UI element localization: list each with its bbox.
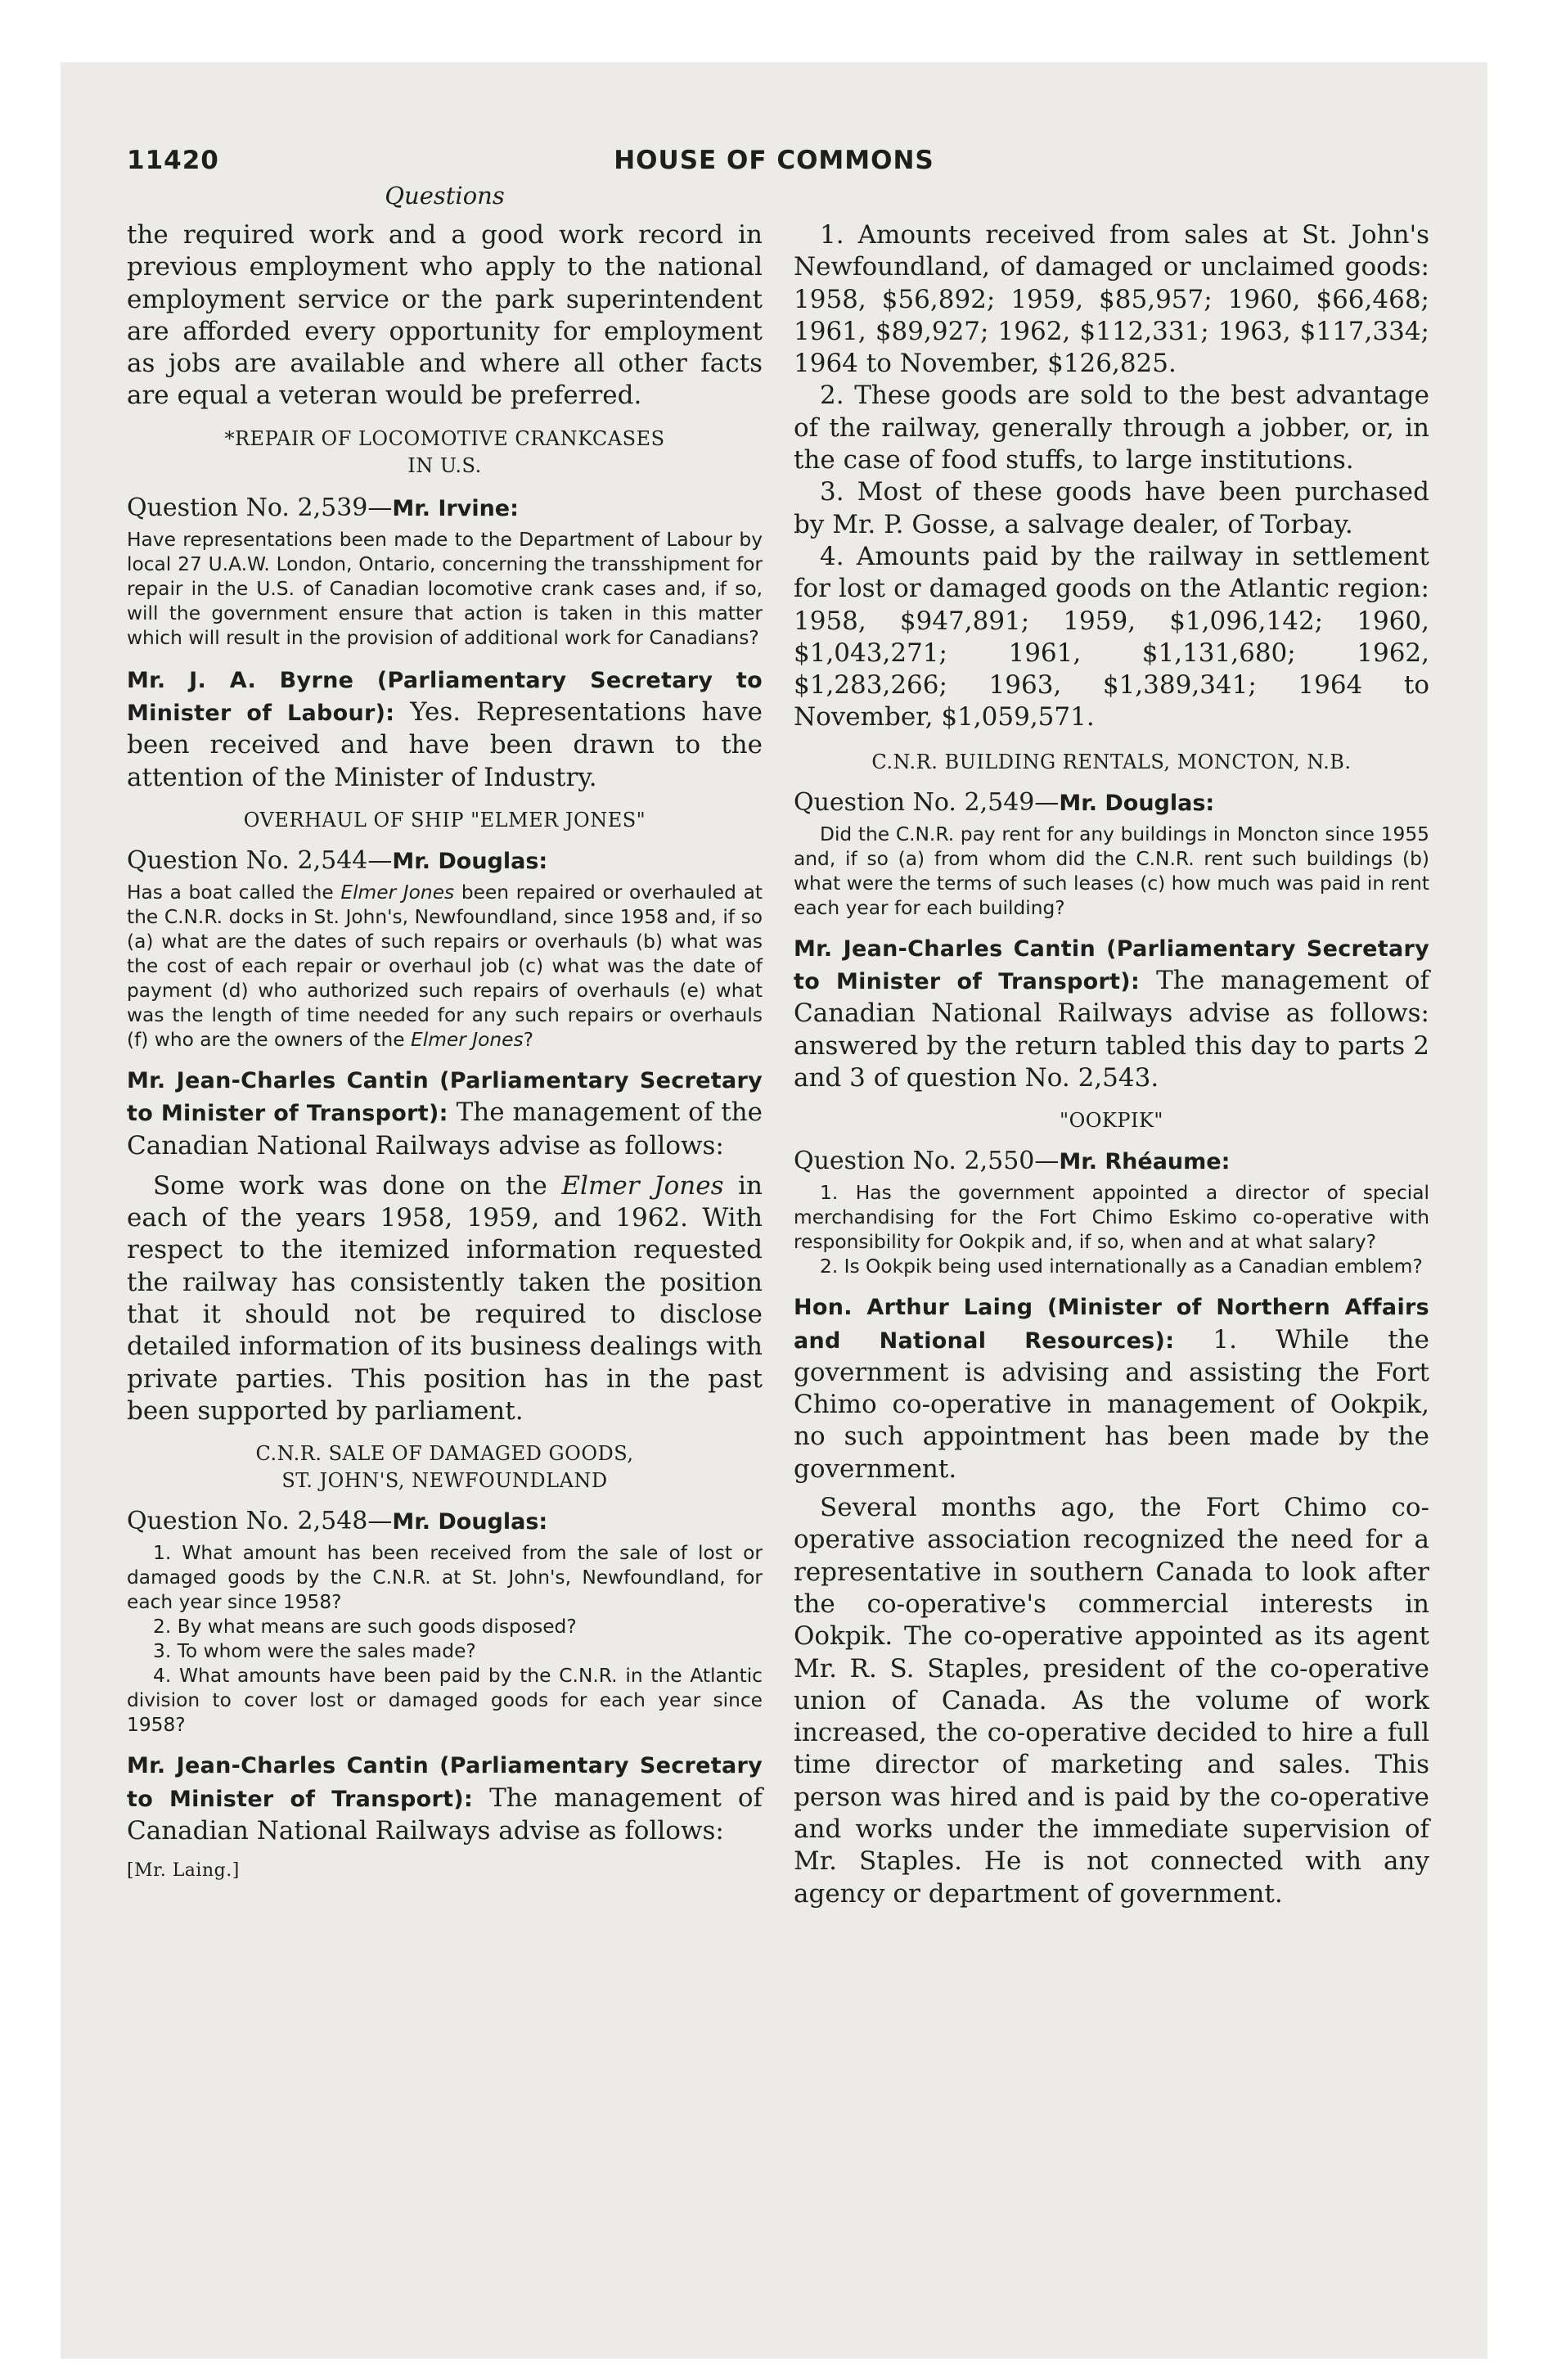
answer-text: Yes. Representations have been received and have been drawn to the attention of the Minister of Industry. (127, 697, 763, 792)
ship-name: Elmer Jones (561, 1170, 724, 1201)
question-2544-text (127, 881, 763, 1053)
text-run: Some work was done on the (153, 1170, 562, 1201)
question-2548-item1: 1. What amount has been received from the sale of lost or damaged goods by the C.N.R. at St. John's, Newfoundland, for each year since 1958? (127, 1542, 763, 1614)
question-2550-item1: 1. Has the government appointed a director of special merchandising for the Fort Chimo Eskimo co-operative with responsibility for Ookpik and, if so, when and at what salary? (794, 1182, 1429, 1254)
heading-overhaul: OVERHAUL OF SHIP "ELMER JONES" (243, 808, 646, 832)
question-2544-line (127, 845, 763, 877)
ship-name: Elmer Jones (340, 881, 455, 904)
running-title: HOUSE OF COMMONS (614, 146, 934, 175)
left-column (127, 219, 763, 1883)
question-2548-item2: 2. By what means are such goods disposed? (153, 1616, 577, 1639)
question-2548-line (127, 1506, 763, 1538)
heading-crankcases-line2: IN U.S. (407, 453, 482, 477)
heading-rentals: C.N.R. BUILDING RENTALS, MONCTON, N.B. (871, 750, 1352, 773)
question-asker: Mr. Douglas: (392, 848, 548, 874)
answer-speaker: Mr. Jean-Charles Cantin (Parliamentary Secretary to Minister of Transport): (127, 1753, 763, 1812)
text-run: ? (523, 1028, 533, 1051)
question-2548-item4: 4. What amounts have been paid by the C.N.R. in the Atlantic division to cover lost or damaged goods for each year since 1958? (127, 1665, 763, 1737)
question-number: Question No. 2,548— (127, 1507, 393, 1536)
question-2539-line (127, 493, 763, 525)
question-2550-line (794, 1146, 1429, 1178)
answer-2539 (127, 664, 763, 794)
answer-2550 (794, 1291, 1429, 1485)
answer-speaker: Hon. Arthur Laing (Minister of Northern Affairs and National Resources): (794, 1295, 1429, 1354)
text-run: Has a boat called the (127, 881, 341, 904)
heading-crankcases-line1: *REPAIR OF LOCOMOTIVE CRANKCASES (224, 426, 665, 450)
page-number: 11420 (127, 146, 219, 175)
question-2539-text: Have representations been made to the Department of Labour by local 27 U.A.W. London, Ontario, concerning the transshipment for repair in the U.S. of Canadian locomotive crank cases and, if so, will the government ensure that action is taken in this matter which will result in the provision of additional work for Canadians? (127, 528, 763, 649)
answer-2550-paragraph2: Several months ago, the Fort Chimo co-operative association recognized the need for a representative in southern Canada to look after the co-operative's commercial interests in Ookpik. The co-operative appointed as its agent Mr. R. S. Staples, president of the co-operative union of Canada. As the volume of work increased, the co-operative decided to hire a full time director of marketing and sales. This person was hired and is paid by the co-operative and works under the immediate supervision of Mr. Staples. He is not connected with any agency or department of government. (794, 1493, 1429, 1909)
question-2549-line (794, 787, 1429, 819)
text-run: in each of the years 1958, 1959, and 1962. With respect to the itemized information requested the railway has consistently taken the position that it should not be required to disclose detailed information of its business dealings with private parties. This position has in the past been supported by parliament. (127, 1170, 763, 1426)
answer-text: The management of Canadian National Railways advise as follows: answered by the return tabled this day to parts 2 and 3 of question No. 2,543. (794, 966, 1429, 1093)
opening-paragraph: the required work and a good work record in previous employment who apply to the national employment service or the park superintendent are afforded every opportunity for employment as jobs are available and where all other facts are equal a veteran would be preferred. (127, 220, 763, 411)
answer-text: The management of Canadian National Railways advise as follows: (127, 1783, 763, 1846)
answer-2549 (794, 932, 1429, 1094)
section-subtitle: Questions (385, 182, 505, 210)
question-asker: Mr. Douglas: (1059, 790, 1215, 816)
question-asker: Mr. Rhéaume: (1059, 1149, 1231, 1175)
text-run: been repaired or overhauled at the C.N.R. docks in St. John's, Newfoundland, since 1958 and, if so (a) what are the dates of such repairs or overhauls (b) what was the cost of each repair or overhaul job (c) what was the date of payment (d) who authorized such repairs of overhauls (e) what was the length of time needed for any such repairs or overhauls (f) who are the owners of the (127, 881, 763, 1051)
question-2548-item3: 3. To whom were the sales made? (153, 1640, 476, 1663)
question-number: Question No. 2,539— (127, 493, 393, 522)
answer-2548 (127, 1749, 763, 1847)
answer-speaker: Mr. Jean-Charles Cantin (Parliamentary Secretary to Minister of Transport): (794, 935, 1429, 995)
footer-speaker-note: [Mr. Laing.] (127, 1860, 240, 1882)
question-number: Question No. 2,550— (794, 1147, 1060, 1176)
ship-name: Elmer Jones (411, 1028, 524, 1051)
answer-2544-paragraph2 (127, 1170, 763, 1427)
answer-item3: 3. Most of these goods have been purchased by Mr. P. Gosse, a salvage dealer, of Torbay. (794, 477, 1429, 539)
question-number: Question No. 2,544— (127, 845, 393, 875)
heading-sale-line2: ST. JOHN'S, NEWFOUNDLAND (281, 1469, 608, 1493)
heading-ookpik: "OOKPIK" (1060, 1109, 1163, 1133)
answer-item2: 2. These goods are sold to the best advantage of the railway, generally through a jobber, or, in the case of food stuffs, to large institutions. (794, 381, 1429, 476)
question-asker: Mr. Irvine: (392, 495, 519, 521)
answer-text: The management of the Canadian National Railways advise as follows: (127, 1098, 763, 1161)
answer-item1: 1. Amounts received from sales at St. John's Newfoundland, of damaged or unclaimed goods: 1958, $56,892; 1959, $85,957; 1960, $66,468; 1961, $89,927; 1962, $112,331; 1963, $117,334; 1964 to November, $126,825. (794, 220, 1429, 379)
answer-item4: 4. Amounts paid by the railway in settlement for lost or damaged goods on the Atlantic region: 1958, $947,891; 1959, $1,096,142; 1960, $1,043,271; 1961, $1,131,680; 1962, $1,283,266; 1963, $1,389,341; 1964 to November, $1,059,571. (794, 541, 1429, 732)
answer-2544 (127, 1064, 763, 1162)
answer-speaker: Mr. J. A. Byrne (Parliamentary Secretary to Minister of Labour): (127, 667, 763, 727)
answer-speaker: Mr. Jean-Charles Cantin (Parliamentary Secretary to Minister of Transport): (127, 1067, 763, 1127)
question-number: Question No. 2,549— (794, 787, 1060, 817)
question-2549-text: Did the C.N.R. pay rent for any buildings in Moncton since 1955 and, if so (a) from whom did the C.N.R. rent such buildings (b) what were the terms of such leases (c) how much was paid in rent each year for each building? (794, 823, 1429, 919)
question-asker: Mr. Douglas: (392, 1509, 548, 1535)
right-column (794, 219, 1429, 1910)
heading-sale-line1: C.N.R. SALE OF DAMAGED GOODS, (255, 1442, 634, 1466)
question-2550-item2: 2. Is Ookpik being used internationally as a Canadian emblem? (820, 1255, 1423, 1278)
answer-text: 1. While the government is advising and assisting the Fort Chimo co-operative in management of Ookpik, no such appointment has been made by the government. (794, 1324, 1429, 1484)
